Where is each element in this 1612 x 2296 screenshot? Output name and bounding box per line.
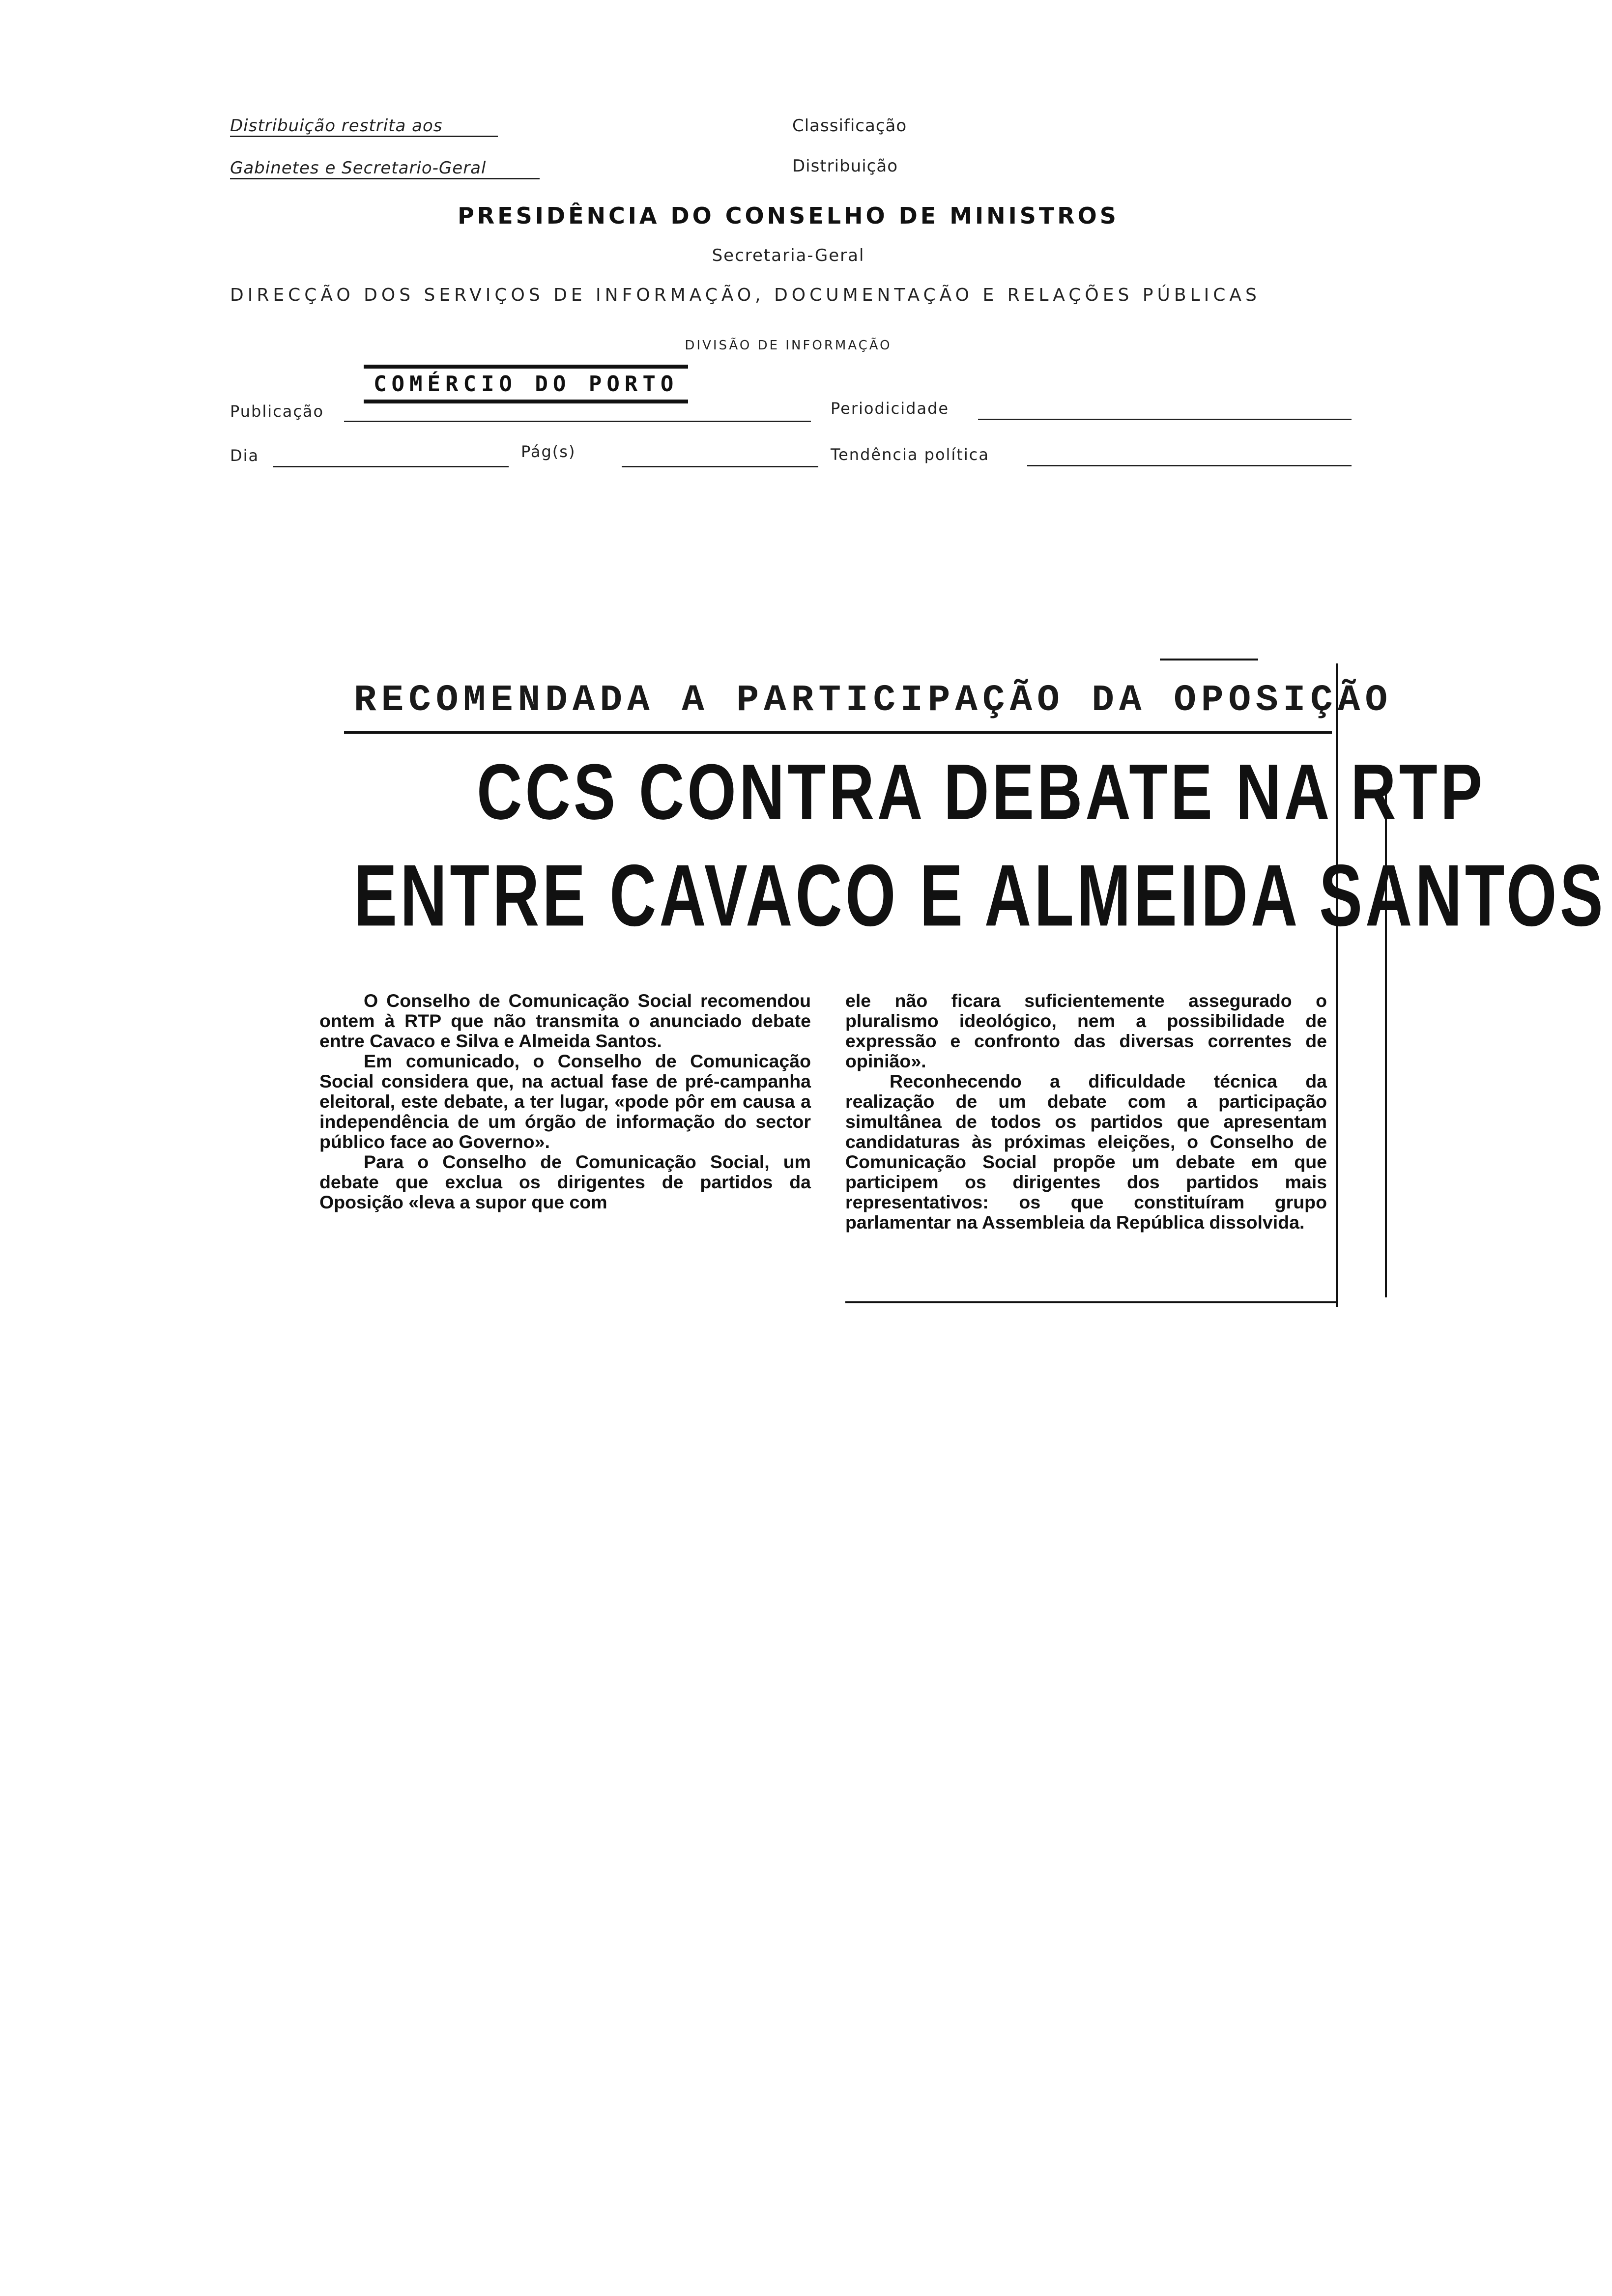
newspaper-clipping bbox=[315, 649, 1606, 1347]
clipping-top-rule bbox=[1160, 659, 1258, 660]
pages-label: Pág(s) bbox=[521, 442, 576, 461]
page-subtitle: Secretaria-Geral bbox=[712, 246, 865, 265]
article-right-column bbox=[845, 991, 1327, 1233]
publication-field-line bbox=[344, 421, 811, 422]
article-headline-line1: CCS CONTRA DEBATE NA RTP bbox=[477, 748, 1486, 836]
tendency-label: Tendência política bbox=[831, 445, 989, 464]
pages-field-line bbox=[622, 466, 818, 467]
periodicity-field-line bbox=[978, 419, 1352, 420]
kicker-underline bbox=[344, 731, 1332, 734]
article-paragraph: O Conselho de Comunicação Social recomendou ontem à RTP que não transmita o anunciado debate entre Cavaco e Silva e Almeida Santos. bbox=[319, 990, 811, 1051]
article-left-column bbox=[319, 991, 811, 1212]
directorate-line: DIRECÇÃO DOS SERVIÇOS DE INFORMAÇÃO, DOCUMENTAÇÃO E RELAÇÕES PÚBLICAS bbox=[230, 285, 1261, 305]
publication-stamp: COMÉRCIO DO PORTO bbox=[364, 365, 688, 403]
distribution-note-line1: Distribuição restrita aos bbox=[230, 116, 498, 137]
tendency-field-line bbox=[1027, 465, 1352, 466]
article-paragraph: Para o Conselho de Comunicação Social, um debate que exclua os dirigentes de partidos da Oposição «leva a supor que com bbox=[319, 1151, 811, 1212]
article-paragraph: Reconhecendo a dificuldade técnica da realização de um debate com a participação simultânea de todos os partidos que apresentam candidaturas às próximas eleições, o Conselho de Comunicação Social propõe um debate em que participem os dirigentes dos partidos mais representativos: os que constituíram grupo parlamentar na Assembleia da República dissolvida. bbox=[845, 1071, 1327, 1233]
article-paragraph: ele não ficara suficientemente assegurado o pluralismo ideológico, nem a possibilidade de expressão e confronto das diversas correntes de opinião». bbox=[845, 990, 1327, 1071]
clipping-bottom-rule bbox=[845, 1301, 1337, 1303]
article-paragraph: Em comunicado, o Conselho de Comunicação Social considera que, na actual fase de pré-campanha eleitoral, este debate, a ter lugar, «pode pôr em causa a independência de um órgão de informação do sector público face ao Governo». bbox=[319, 1051, 811, 1152]
distribution-note-line2: Gabinetes e Secretario-Geral bbox=[230, 158, 540, 179]
publication-label: Publicação bbox=[230, 402, 324, 421]
periodicity-label: Periodicidade bbox=[831, 399, 950, 418]
article-kicker: RECOMENDADA A PARTICIPAÇÃO DA OPOSIÇÃO bbox=[354, 679, 1393, 721]
day-field-line bbox=[273, 466, 509, 467]
page-title: PRESIDÊNCIA DO CONSELHO DE MINISTROS bbox=[458, 202, 1119, 229]
article-headline-line2: ENTRE CAVACO E ALMEIDA SANTOS bbox=[354, 846, 1606, 945]
day-label: Dia bbox=[230, 446, 259, 465]
division-line: DIVISÃO DE INFORMAÇÃO bbox=[685, 338, 892, 353]
distribution-label: Distribuição bbox=[792, 156, 898, 176]
classification-label: Classificação bbox=[792, 116, 907, 136]
